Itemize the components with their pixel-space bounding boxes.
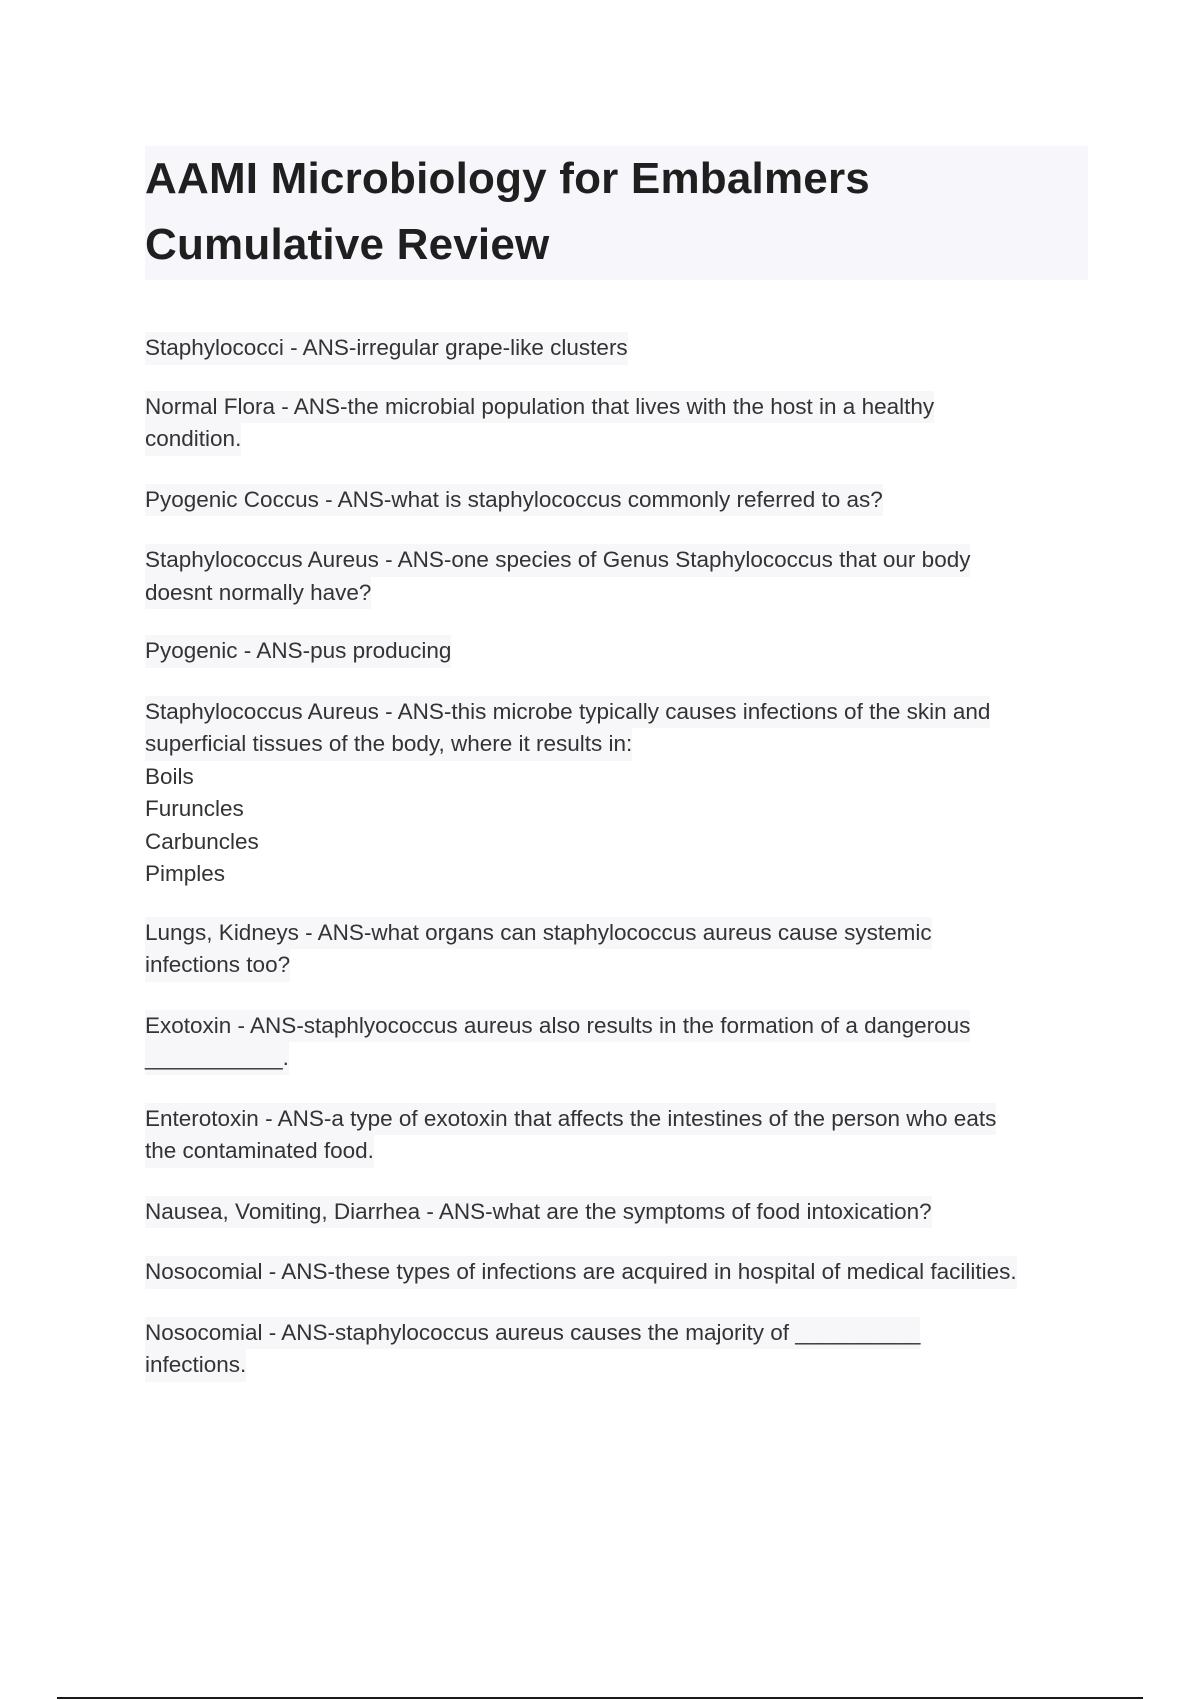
qa-entry: [145, 1196, 1090, 1229]
qa-entry: [145, 635, 1090, 668]
qa-entry: [145, 1010, 1090, 1075]
qa-sub-item: Furuncles: [145, 796, 244, 821]
qa-entry-line: Staphylococci - ANS-irregular grape-like clusters: [145, 332, 628, 365]
qa-entry: [145, 544, 1090, 609]
qa-entry-line: condition.: [145, 423, 241, 456]
qa-entry-line: Enterotoxin - ANS-a type of exotoxin that affects the intestines of the person who eats: [145, 1103, 996, 1136]
qa-entry-line: infections.: [145, 1349, 246, 1382]
title-line-2: Cumulative Review: [145, 220, 550, 269]
qa-entry-line: ___________.: [145, 1042, 289, 1075]
qa-entry-line: Normal Flora - ANS-the microbial population that lives with the host in a healthy: [145, 391, 934, 424]
qa-entry: [145, 332, 1090, 365]
qa-entry-line: Nosocomial - ANS-staphylococcus aureus causes the majority of __________: [145, 1317, 920, 1350]
title-line-1: AAMI Microbiology for Embalmers: [145, 154, 870, 203]
qa-entry-line: Exotoxin - ANS-staphlyococcus aureus also results in the formation of a dangerous: [145, 1010, 970, 1043]
qa-entry-line: infections too?: [145, 949, 290, 982]
qa-sub-item: Boils: [145, 763, 194, 789]
qa-entry: [145, 1103, 1090, 1168]
qa-entry-line: Staphylococcus Aureus - ANS-one species of Genus Staphylococcus that our body: [145, 544, 970, 577]
qa-entry-line: Nausea, Vomiting, Diarrhea - ANS-what are the symptoms of food intoxication?: [145, 1196, 932, 1229]
qa-entry: [145, 1256, 1090, 1289]
qa-entry-line: Pyogenic - ANS-pus producing: [145, 635, 451, 668]
qa-sub-item: Pimples: [145, 861, 226, 886]
title-block: [145, 146, 1088, 280]
qa-entry-line: the contaminated food.: [145, 1135, 374, 1168]
qa-entry: [145, 1317, 1090, 1382]
qa-entry-line: doesnt normally have?: [145, 577, 371, 610]
qa-entry-line: Staphylococcus Aureus - ANS-this microbe typically causes infections of the skin and: [145, 696, 990, 729]
qa-entry: [145, 391, 1090, 456]
qa-entry-line: Pyogenic Coccus - ANS-what is staphylococcus commonly referred to as?: [145, 484, 883, 517]
qa-entry-line: Nosocomial - ANS-these types of infections are acquired in hospital of medical facilities.: [145, 1256, 1017, 1289]
qa-entry-line: Lungs, Kidneys - ANS-what organs can staphylococcus aureus cause systemic: [145, 917, 932, 950]
qa-sub-item: Carbuncles: [145, 828, 259, 854]
qa-list: [145, 306, 1090, 1382]
qa-entry-line: superficial tissues of the body, where it results in:: [145, 728, 632, 761]
document-title: [145, 146, 1088, 278]
footer-divider: [57, 1697, 1143, 1699]
qa-entry: [145, 484, 1090, 517]
qa-entry: [145, 696, 1090, 891]
qa-entry: [145, 917, 1090, 982]
